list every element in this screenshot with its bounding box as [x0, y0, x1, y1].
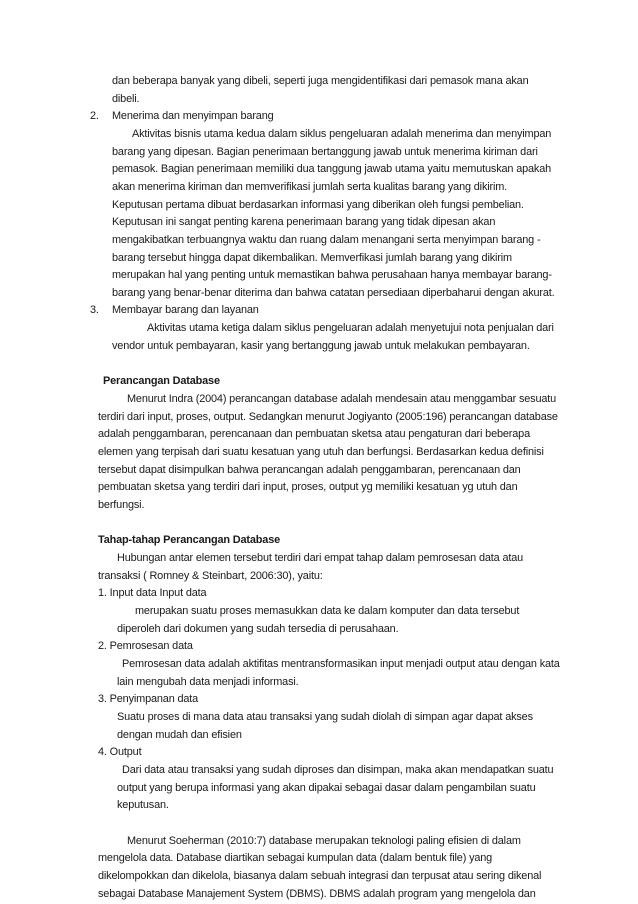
paragraph-line: pemasok. Bagian penerimaan memiliki dua tanggung jawab utama yaitu memutuskan apakah — [112, 163, 552, 175]
paragraph-line: Dari data atau transaksi yang sudah diproses dan disimpan, maka akan mendapatkan suatu — [122, 764, 554, 776]
paragraph-line: output yang berupa informasi yang akan dipakai sebagai dasar dalam pengambilan suatu — [117, 782, 536, 794]
list-number: 3. — [90, 304, 99, 316]
list-item-title: 2. Pemrosesan data — [98, 640, 193, 652]
paragraph-line: keputusan. — [117, 799, 169, 811]
paragraph-line: adalah penggambaran, perencanaan dan pembuatan sketsa atau pengaturan dari beberapa — [98, 428, 530, 440]
paragraph-line: vendor untuk pembayaran, kasir yang bertanggung jawab untuk melakukan pembayaran. — [112, 340, 530, 352]
paragraph-line: merupakan suatu proses memasukkan data ke dalam komputer dan data tersebut — [135, 605, 520, 617]
list-item-title: 3. Penyimpanan data — [98, 693, 199, 705]
paragraph-line: Keputusan pertama dibuat berdasarkan informasi yang diberikan oleh fungsi pembelian. — [112, 199, 524, 211]
paragraph-line: barang yang benar-benar diterima dan bahwa catatan persediaan diperbaharui dengan akurat. — [112, 287, 555, 299]
paragraph-line: diperoleh dari dokumen yang sudah tersedia di perusahaan. — [117, 623, 399, 635]
paragraph-line: mengakibatkan terbuangnya waktu dan ruang dalam menangani serta menyimpan barang - — [112, 234, 541, 246]
list-item-title: 1. Input data Input data — [98, 587, 207, 599]
paragraph-line: sebagai Database Manajement System (DBMS). DBMS adalah program yang mengelola dan — [98, 888, 536, 900]
paragraph-line: Hubungan antar elemen tersebut terdiri dari empat tahap dalam pemrosesan data atau — [117, 552, 524, 564]
intro-line: dibeli. — [112, 93, 140, 105]
paragraph-line: mengelola data. Database diartikan sebagai kumpulan data (dalam bentuk file) yang — [98, 852, 493, 864]
paragraph-line: Menurut Soeherman (2010:7) database merupakan teknologi paling efisien di dalam — [127, 835, 521, 847]
paragraph-line: Menurut Indra (2004) perancangan database adalah mendesain atau menggambar sesuatu — [127, 393, 557, 405]
paragraph-line: berfungsi. — [98, 499, 145, 511]
paragraph-line: merupakan hal yang penting untuk memastikan bahwa perusahaan hanya membayar barang- — [112, 269, 552, 281]
paragraph-line: barang tersebut hingga dapat dikembalikan. Memverfikasi jumlah barang yang dikirim — [112, 252, 512, 264]
paragraph-line: tersebut dapat disimpulkan bahwa perancangan adalah penggambaran, perencanaan dan — [98, 464, 521, 476]
paragraph-line: Keputusan ini sangat penting karena penerimaan barang yang tidak dipesan akan — [112, 216, 496, 228]
paragraph-line: barang yang dipesan. Bagian penerimaan bertanggung jawab untuk menerima kiriman dari — [112, 146, 538, 158]
paragraph-line: Pemrosesan data adalah aktifitas mentransformasikan input menjadi output atau dengan kata — [122, 658, 560, 670]
list-item-title: Menerima dan menyimpan barang — [112, 110, 274, 122]
paragraph-line: Aktivitas bisnis utama kedua dalam siklus pengeluaran adalah menerima dan menyimpan — [132, 128, 552, 140]
paragraph-line: dengan mudah dan efisien — [117, 729, 242, 741]
paragraph-line: transaksi ( Romney & Steinbart, 2006:30), yaitu: — [98, 570, 323, 582]
list-number: 2. — [90, 110, 99, 122]
section-heading: Tahap-tahap Perancangan Database — [98, 534, 281, 546]
paragraph-line: dikelompokkan dan dikelola, biasanya dalam sebuah integrasi dan terpusat atau sering dikenal — [98, 870, 542, 882]
paragraph-line: pembuatan sketsa yang terdiri dari input, proses, output yg memiliki kesatuan yg utuh dan — [98, 481, 518, 493]
list-item-title: 4. Output — [98, 746, 142, 758]
paragraph-line: elemen yang terpisah dari suatu kesatuan yang utuh dan berfungsi. Berdasarkan kedua definisi — [98, 446, 544, 458]
intro-line: dan beberapa banyak yang dibeli, seperti juga mengidentifikasi dari pemasok mana akan — [112, 75, 529, 87]
paragraph-line: lain mengubah data menjadi informasi. — [117, 676, 299, 688]
section-heading: Perancangan Database — [103, 375, 220, 387]
paragraph-line: terdiri dari input, proses, output. Sedangkan menurut Jogiyanto (2005:196) perancangan database — [98, 411, 558, 423]
paragraph-line: Suatu proses di mana data atau transaksi yang sudah diolah di simpan agar dapat akses — [117, 711, 533, 723]
paragraph-line: akan menerima kiriman dan memverifikasi jumlah serta kualitas barang yang dikirim. — [112, 181, 508, 193]
list-item-title: Membayar barang dan layanan — [112, 304, 259, 316]
paragraph-line: Aktivitas utama ketiga dalam siklus pengeluaran adalah menyetujui nota penjualan dari — [147, 322, 554, 334]
